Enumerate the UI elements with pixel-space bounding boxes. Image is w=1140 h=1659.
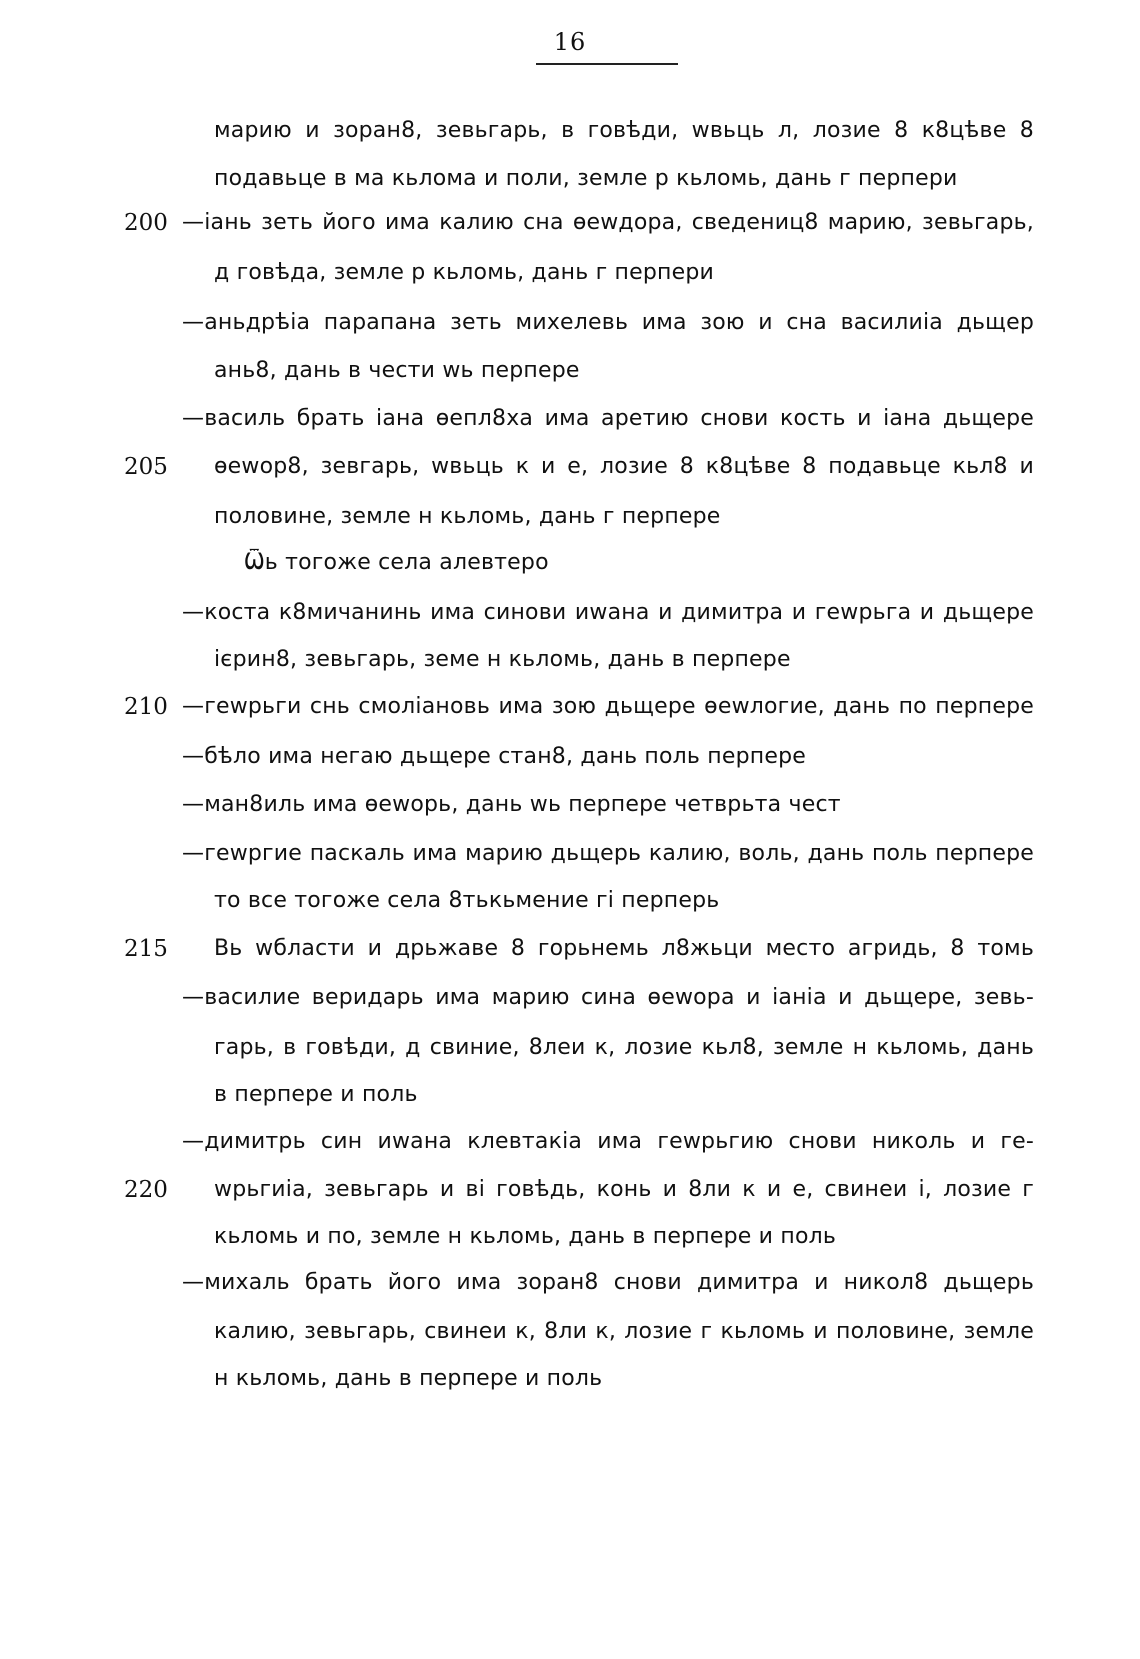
- text-line: —геwрьги снь смоліановь има зою дьщере ѳеwлогие, дань по перпере: [182, 694, 1034, 719]
- text-line: —геwргие паскаль има марию дьщерь калию, воль, дань поль перпере: [182, 841, 1034, 866]
- text-line: ѳеwор8, зевгарь, wвьць к и е, лозие 8 к8цѣве 8 подавьце кьл8 и: [214, 454, 1034, 479]
- text-line: н кьломь, дань в перпере и поль: [214, 1366, 603, 1391]
- line-number-200: 200: [124, 210, 168, 236]
- text-line: д говѣда, земле р кьломь, дань г перпери: [214, 260, 715, 285]
- text-line: —василь брать іана ѳепл8ха има аретию снови кость и іана дьщере: [182, 406, 1034, 431]
- text-line: Вь wбласти и дрьжаве 8 горьнемь л8жьци место агридь, 8 томь: [214, 936, 1034, 961]
- text-line: подавьце в ма кьлома и поли, земле р кьломь, дань г перпери: [214, 166, 958, 191]
- text-line: —димитрь син иwана клевтакіа има геwрьгию снови николь и ге-: [182, 1129, 1034, 1154]
- text-line: —коста к8мичанинь има синови иwана и димитра и геwрьга и дьщере: [182, 600, 1034, 625]
- text-line: —іань зеть його има калию сна ѳеwдора, сведениц8 марию, зевьгарь,: [182, 210, 1034, 235]
- header-rule: [536, 63, 678, 65]
- text-line: —бѣло има негаю дьщере стан8, дань поль перпере: [182, 744, 806, 769]
- text-line: —ман8иль има ѳеwорь, дань wь перпере четврьта чест: [182, 792, 841, 817]
- text-line: ань8, дань в чести wь перпере: [214, 358, 580, 383]
- text-line: марию и зоран8, зевьгарь, в говѣди, wвьць л, лозие 8 к8цѣве 8: [214, 118, 1034, 143]
- text-line: калию, зевьгарь, свинеи к, 8ли к, лозие г кьломь и половине, земле: [214, 1319, 1034, 1344]
- line-number-215: 215: [124, 936, 168, 962]
- text-line: то все тогоже села 8тькьмение гі перперь: [214, 888, 720, 913]
- text-line: в перпере и поль: [214, 1082, 418, 1107]
- text-line: —василие веридарь има марию сина ѳеwора и іаніа и дьщере, зевь-: [182, 985, 1034, 1010]
- line-number-220: 220: [124, 1177, 168, 1203]
- text-line: —михаль брать його има зоран8 снови димитра и никол8 дьщерь: [182, 1270, 1034, 1295]
- text-line: половине, земле н кьломь, дань г перпере: [214, 504, 721, 529]
- section-heading: Ѿь тогоже села алевтеро: [244, 550, 549, 575]
- text-line: гарь, в говѣди, д свиние, 8леи к, лозие кьл8, земле н кьломь, дань: [214, 1035, 1034, 1060]
- page-number: 16: [553, 28, 587, 56]
- line-number-210: 210: [124, 694, 168, 720]
- text-line: кьломь и по, земле н кьломь, дань в перпере и поль: [214, 1224, 837, 1249]
- text-line: —аньдрѣіа парапана зеть михелевь има зою и сна василиіа дьщер: [182, 310, 1034, 335]
- line-number-205: 205: [124, 454, 168, 480]
- text-line: ієрин8, зевьгарь, земе н кьломь, дань в перпере: [214, 647, 791, 672]
- text-line: wрьгиіа, зевьгарь и ві говѣдь, конь и 8ли к и е, свинеи і, лозие г: [214, 1177, 1034, 1202]
